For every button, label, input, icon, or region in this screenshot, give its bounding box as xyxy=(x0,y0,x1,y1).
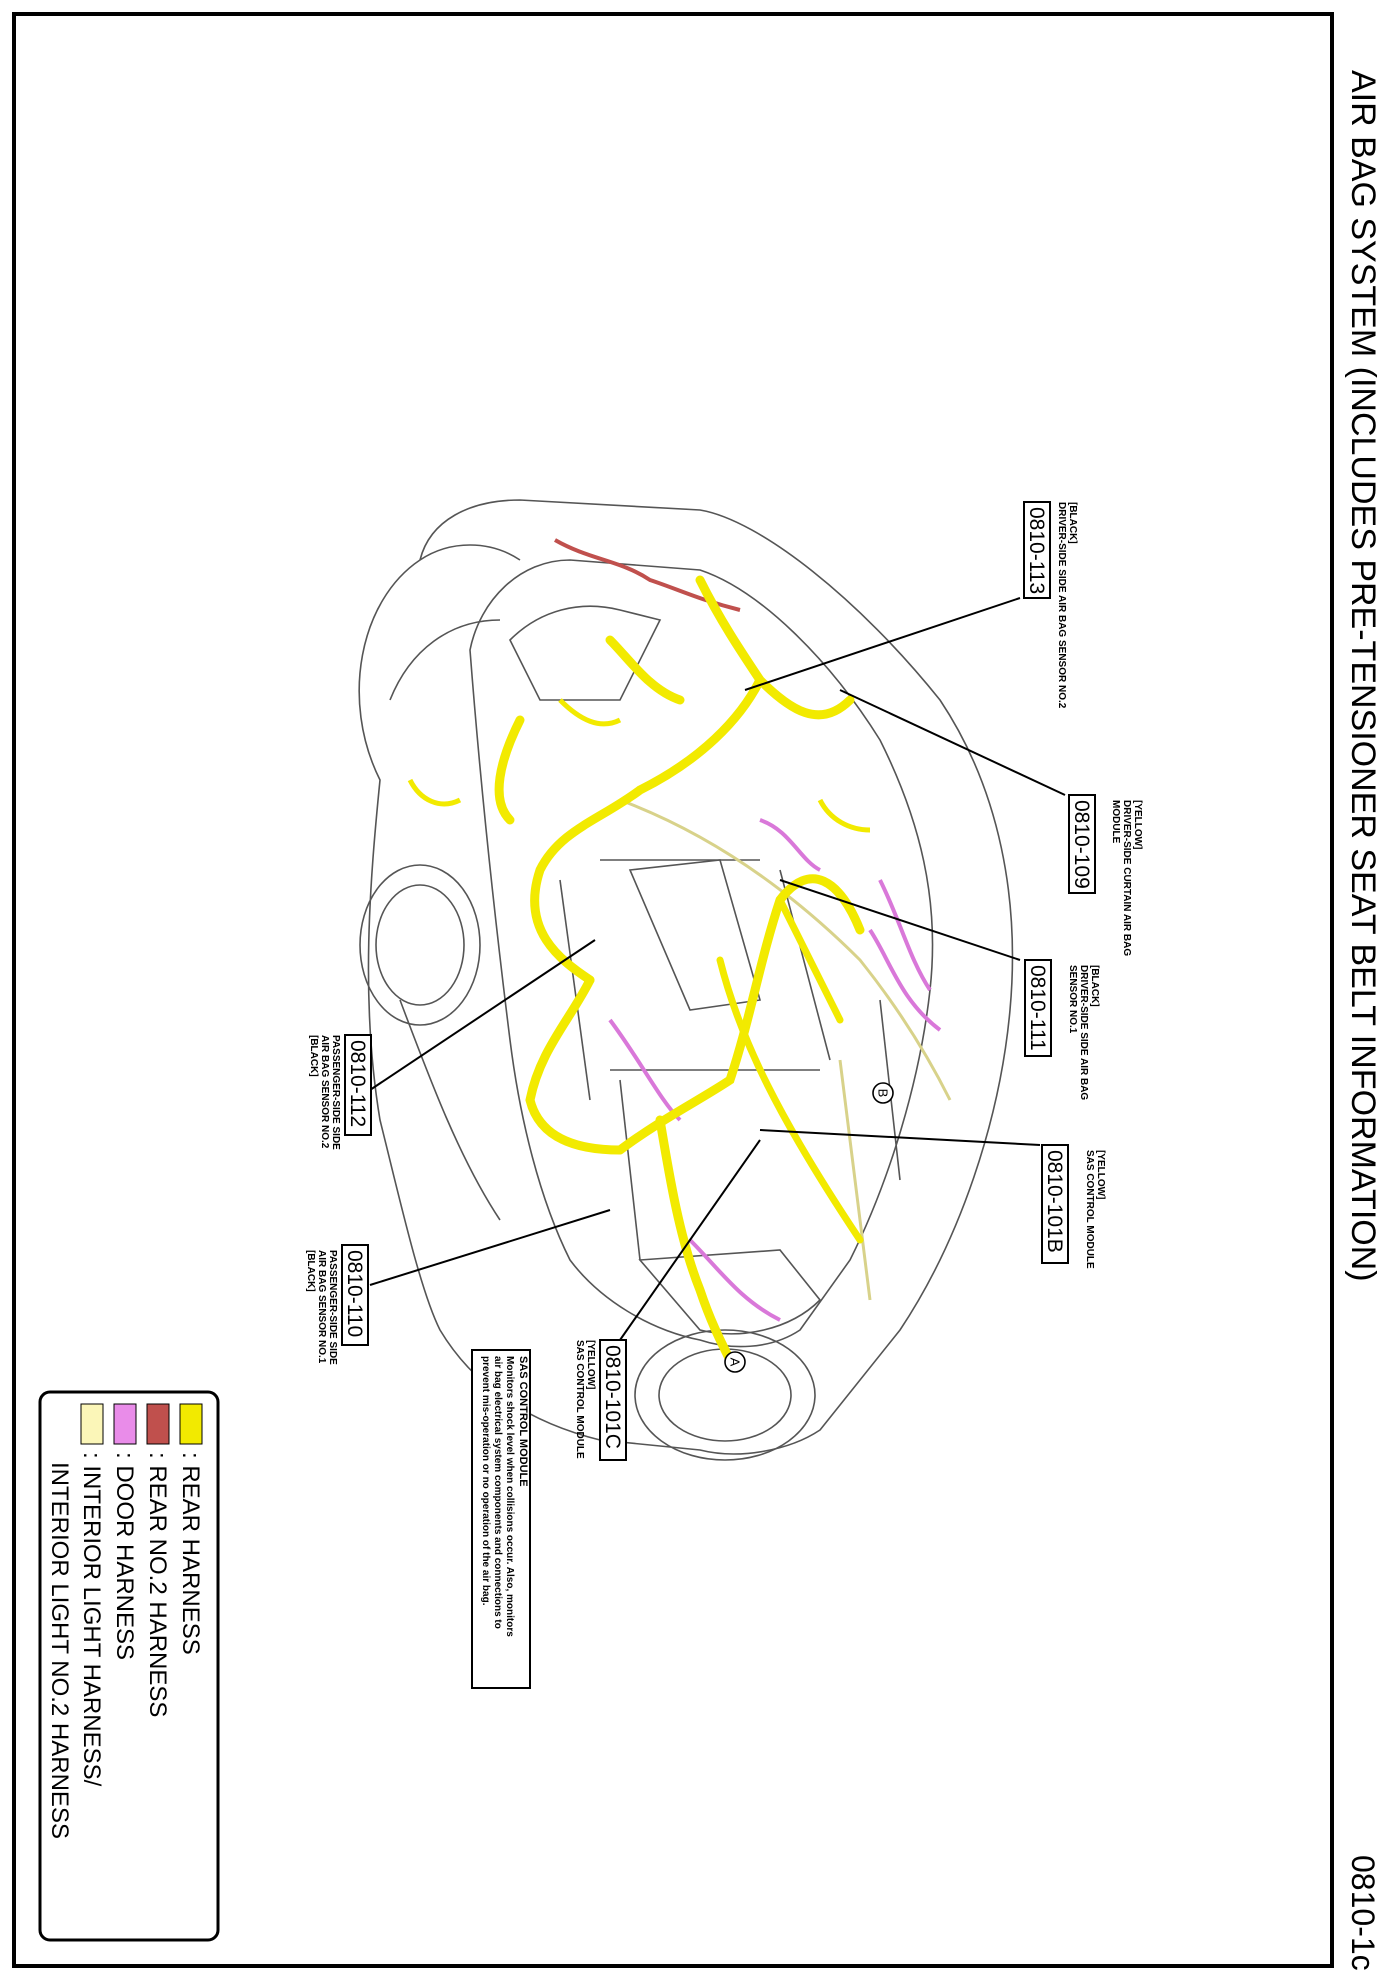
sas-note-box xyxy=(472,1350,530,1688)
connector-0810-111 xyxy=(1025,960,1100,1100)
svg-text:0810-112: 0810-112 xyxy=(346,1040,369,1128)
svg-text:SAS CONTROL MODULE: SAS CONTROL MODULE xyxy=(574,1340,585,1459)
svg-text:[YELLOW]: [YELLOW] xyxy=(585,1340,596,1390)
svg-text:Monitors shock level when coll: Monitors shock level when collisions occur. Also, monitors xyxy=(504,1356,515,1637)
vehicle-outline xyxy=(359,500,1012,1460)
svg-text:PASSENGER-SIDE SIDE: PASSENGER-SIDE SIDE xyxy=(327,1250,338,1365)
connector-0810-101b xyxy=(1042,1145,1106,1269)
page-title: AIR BAG SYSTEM (INCLUDES PRE-TENSIONER SEAT BELT INFORMATION) xyxy=(1344,70,1382,1282)
legend-label-door: : DOOR HARNESS xyxy=(111,1452,138,1661)
svg-text:0810-110: 0810-110 xyxy=(343,1250,366,1338)
svg-text:DRIVER-SIDE CURTAIN AIR BAG: DRIVER-SIDE CURTAIN AIR BAG xyxy=(1121,800,1132,957)
svg-text:PASSENGER-SIDE SIDE: PASSENGER-SIDE SIDE xyxy=(330,1035,341,1150)
svg-text:0810-113: 0810-113 xyxy=(1025,507,1048,595)
svg-text:0810-111: 0810-111 xyxy=(1026,965,1049,1051)
svg-text:prevent mis-operation or no op: prevent mis-operation or no operation of the air bag. xyxy=(480,1356,491,1606)
marker-a xyxy=(725,1352,745,1372)
harness-legend xyxy=(40,1392,218,1940)
svg-text:AIR BAG SENSOR NO.1: AIR BAG SENSOR NO.1 xyxy=(316,1250,327,1364)
marker-b xyxy=(873,1083,893,1103)
svg-text:A: A xyxy=(727,1357,743,1367)
svg-text:SAS CONTROL MODULE: SAS CONTROL MODULE xyxy=(517,1356,529,1487)
svg-text:0810-101B: 0810-101B xyxy=(1043,1150,1066,1253)
svg-text:SAS CONTROL MODULE: SAS CONTROL MODULE xyxy=(1084,1150,1095,1269)
connector-0810-110 xyxy=(305,1245,368,1365)
svg-text:DRIVER-SIDE SIDE AIR BAG SENSO: DRIVER-SIDE SIDE AIR BAG SENSOR NO.2 xyxy=(1056,502,1067,709)
legend-swatch-interior xyxy=(81,1404,103,1444)
svg-text:air bag electrical system comp: air bag electrical system components and connections to xyxy=(492,1356,503,1629)
legend-label-rear-no2: : REAR NO.2 HARNESS xyxy=(144,1452,171,1718)
legend-swatch-door xyxy=(114,1404,136,1444)
svg-text:[BLACK]: [BLACK] xyxy=(305,1250,316,1292)
connector-0810-113 xyxy=(1024,502,1078,709)
svg-text:0810-101C: 0810-101C xyxy=(601,1345,624,1449)
svg-text:AIR BAG SENSOR NO.2: AIR BAG SENSOR NO.2 xyxy=(319,1035,330,1149)
legend-label-rear: : REAR HARNESS xyxy=(177,1452,204,1655)
svg-text:B: B xyxy=(875,1088,891,1098)
connector-0810-112 xyxy=(308,1035,371,1150)
svg-text:[BLACK]: [BLACK] xyxy=(1089,965,1100,1007)
svg-text:0810-109: 0810-109 xyxy=(1070,800,1093,889)
connector-0810-101c xyxy=(574,1340,626,1460)
connector-0810-109 xyxy=(1069,795,1143,956)
svg-text:SENSOR NO.1: SENSOR NO.1 xyxy=(1067,965,1078,1034)
svg-text:[YELLOW]: [YELLOW] xyxy=(1095,1150,1106,1200)
legend-label-interior-line2: INTERIOR LIGHT NO.2 HARNESS xyxy=(46,1462,73,1839)
svg-text:MODULE: MODULE xyxy=(1110,800,1121,844)
legend-label-interior: : INTERIOR LIGHT HARNESS/ xyxy=(78,1452,105,1787)
svg-text:DRIVER-SIDE SIDE AIR BAG: DRIVER-SIDE SIDE AIR BAG xyxy=(1078,965,1089,1101)
interior-light-harness xyxy=(620,800,950,1300)
legend-swatch-rear xyxy=(180,1404,202,1444)
svg-text:[BLACK]: [BLACK] xyxy=(1067,502,1078,544)
svg-text:[YELLOW]: [YELLOW] xyxy=(1132,800,1143,850)
page-number: 0810-1c xyxy=(1345,1855,1381,1971)
svg-text:[BLACK]: [BLACK] xyxy=(308,1035,319,1077)
legend-swatch-rear-no2 xyxy=(147,1404,169,1444)
